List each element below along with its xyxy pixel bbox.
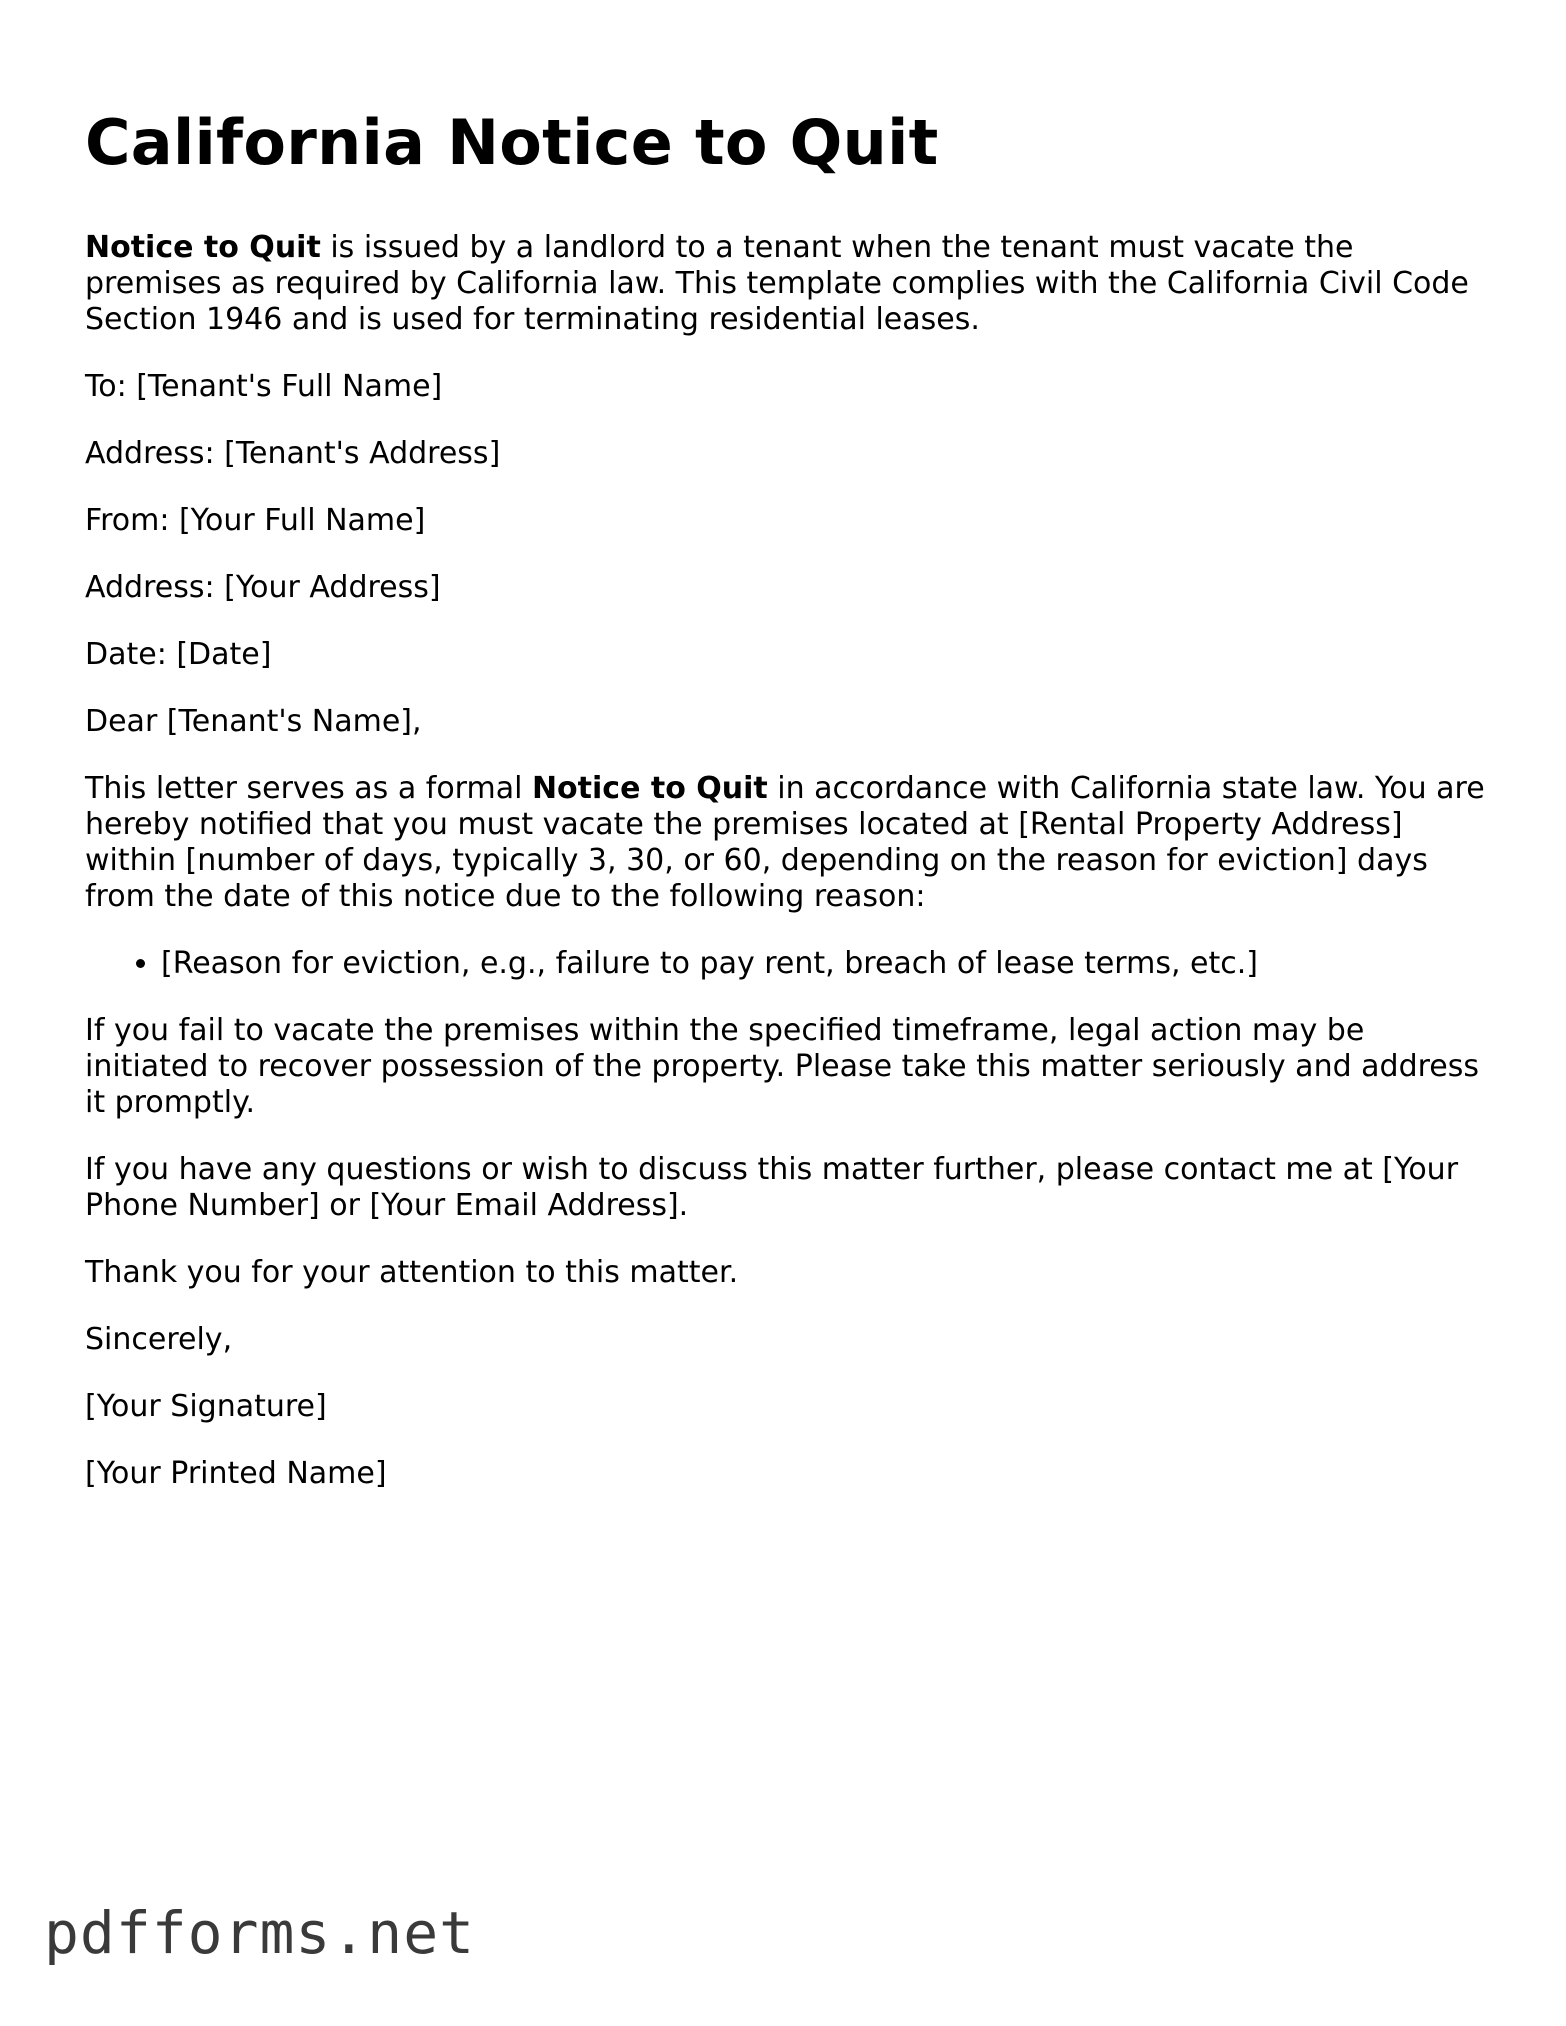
site-watermark: pdfforms.net	[44, 1899, 476, 1967]
closing-line: Sincerely,	[85, 1322, 233, 1357]
date-field: Date: [Date]	[85, 637, 272, 672]
thanks-line: Thank you for your attention to this matter.	[85, 1255, 739, 1290]
failure-paragraph: If you fail to vacate the premises within the specified timeframe, legal action may be initiated to recover possession of the property. Please take this matter seriously and address it promptly.	[85, 1013, 1480, 1120]
intro-paragraph	[85, 230, 1485, 338]
reason-list	[85, 946, 1485, 982]
your-address-field: Address: [Your Address]	[85, 570, 441, 605]
tenant-address-field: Address: [Tenant's Address]	[85, 436, 501, 471]
intro-bold-term: Notice to Quit	[85, 230, 321, 265]
salutation: Dear [Tenant's Name],	[85, 704, 422, 739]
printed-name-line: [Your Printed Name]	[85, 1456, 387, 1491]
notice-document	[85, 100, 1485, 1523]
body-text-after: in accordance with California state law. You are hereby notified that you must vacate the premises located at [Rental Property Address] within [number of days, typically 3, 30, or 60, depending on the reason for eviction] days from the date of this notice due to the following reason:	[85, 771, 1485, 914]
list-item: • [Reason for eviction, e.g., failure to pay rent, breach of lease terms, etc.]	[161, 946, 1485, 982]
contact-paragraph: If you have any questions or wish to discuss this matter further, please contact me at [Your Phone Number] or [Your Email Address].	[85, 1152, 1459, 1223]
to-field: To: [Tenant's Full Name]	[85, 369, 443, 404]
document-title: California Notice to Quit	[85, 106, 939, 179]
signature-line: [Your Signature]	[85, 1389, 327, 1424]
from-field: From: [Your Full Name]	[85, 503, 426, 538]
body-paragraph	[85, 771, 1485, 915]
body-text-before: This letter serves as a formal	[85, 771, 532, 806]
intro-text: is issued by a landlord to a tenant when the tenant must vacate the premises as required by California law. This template complies with the California Civil Code Section 1946 and is used for terminating residential leases.	[85, 230, 1469, 337]
body-bold-term: Notice to Quit	[531, 771, 768, 806]
